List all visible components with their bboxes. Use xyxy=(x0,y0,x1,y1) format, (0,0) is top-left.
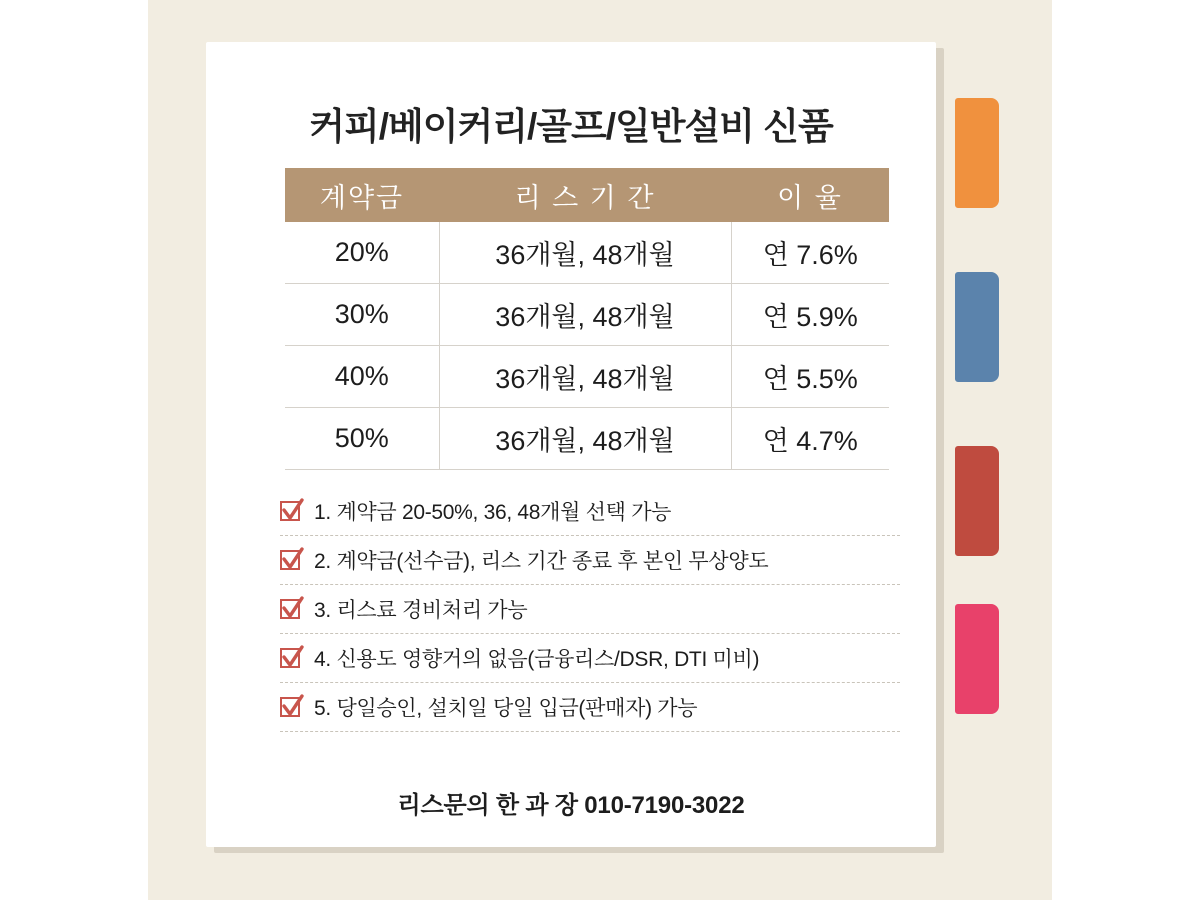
cell-rate: 연 5.9% xyxy=(731,284,889,346)
list-item xyxy=(280,536,900,585)
cell-deposit: 30% xyxy=(285,284,439,346)
table-header-deposit: 계약금 xyxy=(285,168,439,222)
table-row xyxy=(285,222,889,284)
list-item xyxy=(280,683,900,732)
check-icon xyxy=(280,697,300,717)
tab-pink[interactable] xyxy=(955,604,999,714)
table-row xyxy=(285,284,889,346)
cell-rate: 연 4.7% xyxy=(731,408,889,470)
table-header-period: 리 스 기 간 xyxy=(439,168,731,222)
check-icon xyxy=(280,648,300,668)
check-icon xyxy=(280,501,300,521)
tab-red[interactable] xyxy=(955,446,999,556)
note-text: 3. 리스료 경비처리 가능 xyxy=(314,599,528,622)
cell-deposit: 50% xyxy=(285,408,439,470)
cell-period: 36개월, 48개월 xyxy=(439,346,731,408)
list-item xyxy=(280,585,900,634)
lease-terms-table xyxy=(285,168,889,470)
note-text: 5. 당일승인, 설치일 당일 입금(판매자) 가능 xyxy=(314,697,698,720)
page-title: 커피/베이커리/골프/일반설비 신품 xyxy=(309,106,833,147)
note-text: 4. 신용도 영향거의 없음(금융리스/DSR, DTI 미비) xyxy=(314,648,760,671)
note-text: 1. 계약금 20-50%, 36, 48개월 선택 가능 xyxy=(314,501,672,524)
list-item xyxy=(280,487,900,536)
cell-period: 36개월, 48개월 xyxy=(439,408,731,470)
cell-period: 36개월, 48개월 xyxy=(439,222,731,284)
table-row xyxy=(285,346,889,408)
note-text: 2. 계약금(선수금), 리스 기간 종료 후 본인 무상양도 xyxy=(314,550,769,573)
notes-list xyxy=(280,487,900,732)
table-header-rate: 이 율 xyxy=(731,168,889,222)
tab-blue[interactable] xyxy=(955,272,999,382)
list-item xyxy=(280,634,900,683)
tab-orange[interactable] xyxy=(955,98,999,208)
cell-rate: 연 7.6% xyxy=(731,222,889,284)
cell-rate: 연 5.5% xyxy=(731,346,889,408)
table-row xyxy=(285,408,889,470)
check-icon xyxy=(280,550,300,570)
check-icon xyxy=(280,599,300,619)
contact-info: 리스문의 한 과 장 010-7190-3022 xyxy=(397,792,745,819)
cell-deposit: 20% xyxy=(285,222,439,284)
cell-deposit: 40% xyxy=(285,346,439,408)
table-header-row xyxy=(285,168,889,222)
cell-period: 36개월, 48개월 xyxy=(439,284,731,346)
